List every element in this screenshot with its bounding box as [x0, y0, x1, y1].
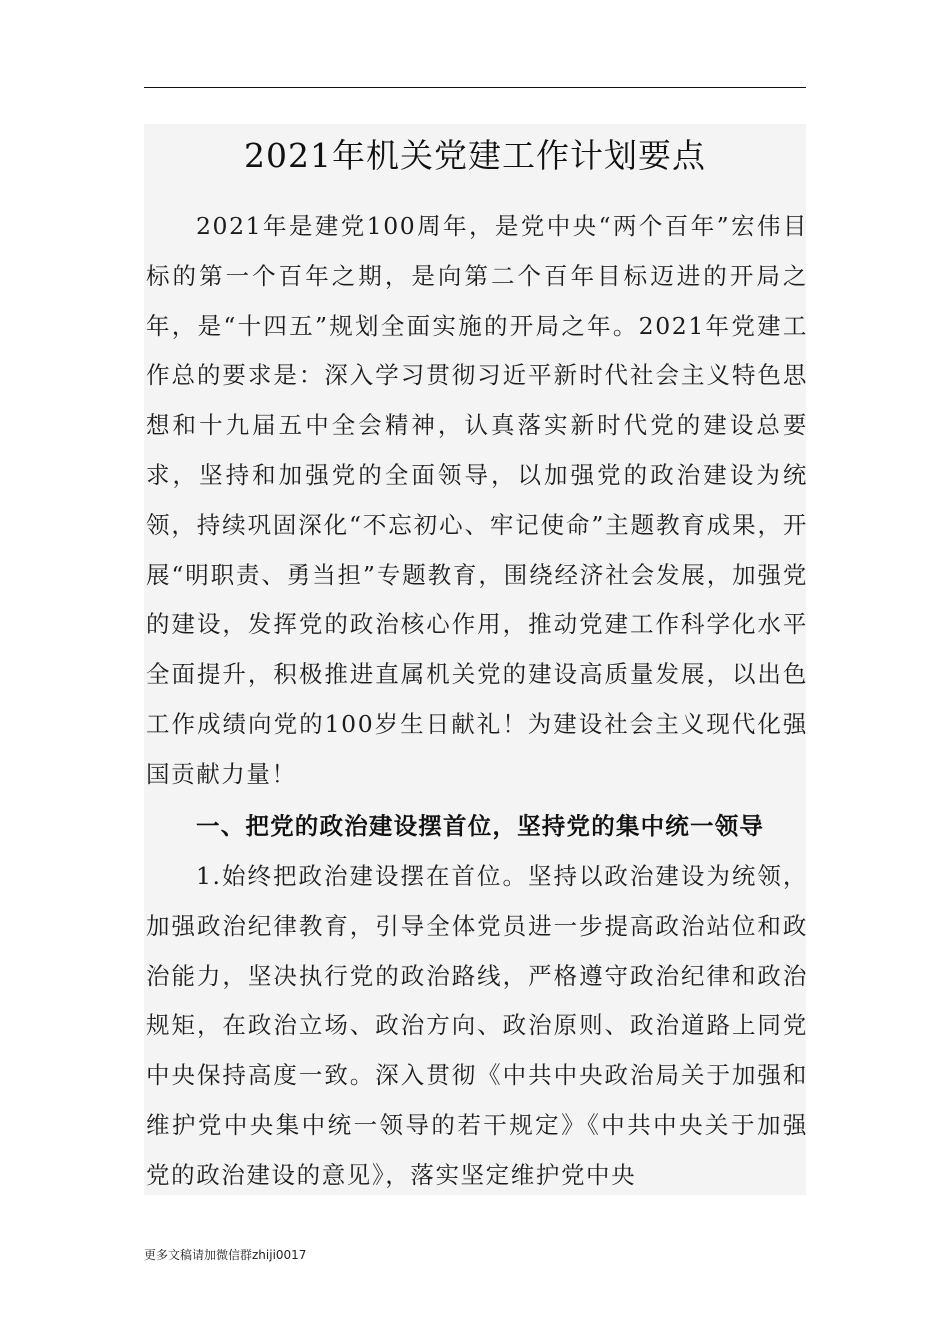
document-title: 2021年机关党建工作计划要点 [244, 136, 706, 175]
intro-paragraph: 2021年是建党100周年，是党中央“两个百年”宏伟目标的第一个百年之期，是向第二个百年目标迈进的开局之年，是“十四五”规划全面实施的开局之年。2021年党建工作总的要求是：深入学习贯彻习近平新时代社会主义特色思想和十九届五中全会精神，认真落实新时代党的建设总要求，坚持和加强党的全面领导，以加强党的政治建设为统领，持续巩固深化“不忘初心、牢记使命”主题教育成果，开展“明职责、勇当担”专题教育，围绕经济社会发展，加强党的建设，发挥党的政治核心作用，推动党建工作科学化水平全面提升，积极推进直属机关党的建设高质量发展，以出色工作成绩向党的100岁生日献礼！为建设社会主义现代化强国贡献力量！ [146, 212, 808, 788]
footer-note: 更多文稿请加微信群zhiji0017 [144, 1248, 307, 1262]
header-rule [144, 87, 806, 88]
item-paragraph: 1.始终把政治建设摆在首位。坚持以政治建设为统领，加强政治纪律教育，引导全体党员进一步提高政治站位和政治能力，坚决执行党的政治路线，严格遵守政治纪律和政治规矩，在政治立场、政治方向、政治原则、政治道路上同党中央保持高度一致。深入贯彻《中共中央政治局关于加强和维护党中央集中统一领导的若干规定》《中共中央关于加强党的政治建设的意见》，落实坚定维护党中央 [146, 862, 808, 1189]
document-body [144, 124, 806, 1195]
section-heading: 一、把党的政治建设摆首位，坚持党的集中统一领导 [196, 812, 765, 840]
